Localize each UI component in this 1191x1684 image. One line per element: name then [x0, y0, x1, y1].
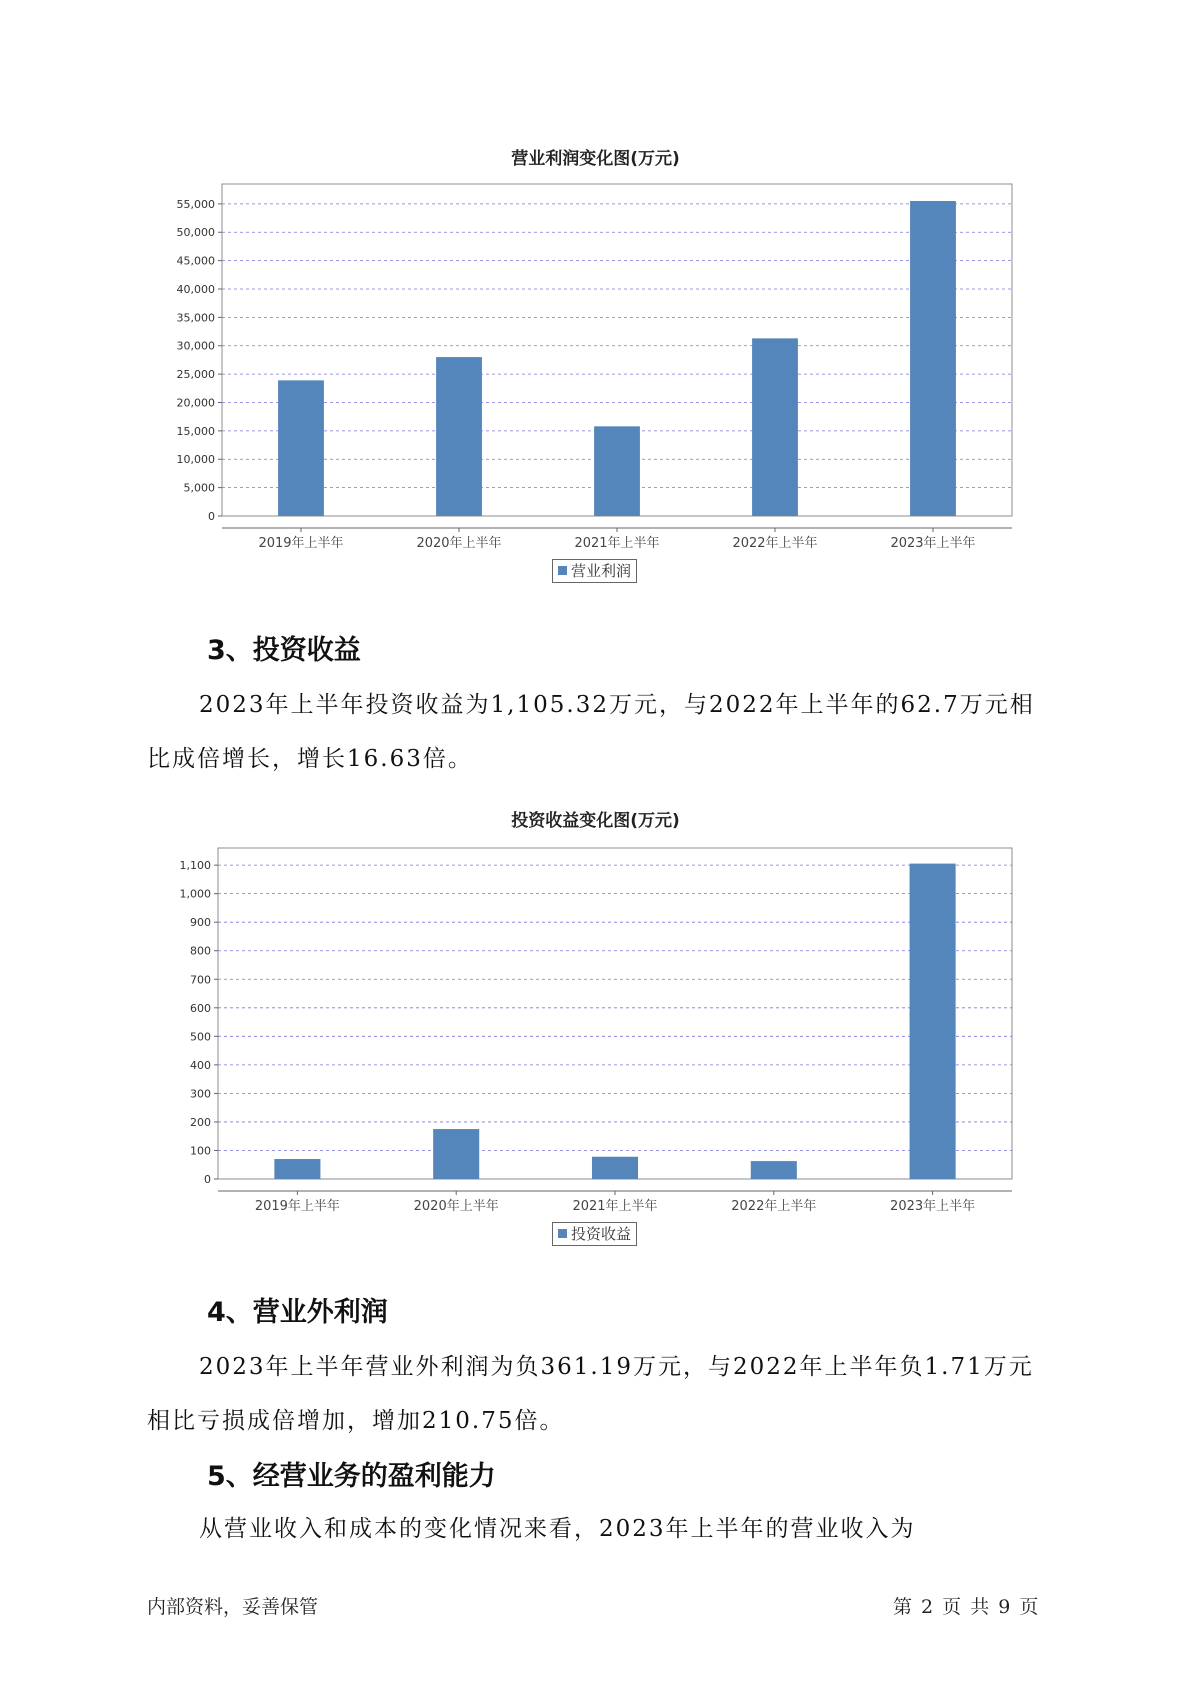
- y-tick-label: 1,100: [179, 859, 211, 873]
- x-tick-label: 2023年上半年: [890, 1199, 976, 1214]
- section3-paragraph: 2023年上半年投资收益为1,105.32万元，与2022年上半年的62.7万元相比成倍增长，增长16.63倍。: [147, 692, 1035, 772]
- y-tick-label: 800: [190, 944, 211, 958]
- y-tick-label: 900: [190, 916, 211, 930]
- plot-frame: [218, 848, 1012, 1179]
- section5-heading: 5、经营业务的盈利能力: [207, 1461, 496, 1492]
- y-tick-label: 35,000: [176, 311, 215, 325]
- y-tick-label: 15,000: [176, 424, 215, 438]
- x-tick-label: 2020年上半年: [413, 1199, 499, 1214]
- section4-paragraph: 2023年上半年营业外利润为负361.19万元，与2022年上半年负1.71万元相比亏损成倍增加，增加210.75倍。: [147, 1354, 1034, 1434]
- x-tick-label: 2023年上半年: [890, 536, 976, 551]
- chart1-title: 营业利润变化图(万元): [511, 149, 680, 169]
- chart2-legend: [552, 1222, 637, 1246]
- y-tick-label: 25,000: [176, 368, 215, 382]
- y-tick-label: 100: [190, 1144, 211, 1158]
- x-tick-label: 2021年上半年: [572, 1199, 658, 1214]
- y-tick-label: 10,000: [176, 453, 215, 467]
- chart2-legend-label: 投资收益: [571, 1225, 632, 1243]
- x-tick-label: 2022年上半年: [732, 536, 818, 551]
- x-tick-label: 2019年上半年: [258, 536, 344, 551]
- x-tick-label: 2019年上半年: [254, 1199, 340, 1214]
- y-tick-label: 0: [208, 510, 215, 523]
- y-tick-label: 50,000: [176, 226, 215, 240]
- y-tick-label: 5,000: [183, 481, 215, 495]
- x-tick-label: 2020年上半年: [416, 536, 502, 551]
- y-tick-label: 1,000: [179, 887, 211, 901]
- y-tick-label: 40,000: [176, 282, 215, 296]
- y-tick-label: 200: [190, 1115, 211, 1129]
- section3-heading: 3、投资收益: [207, 635, 361, 666]
- legend-swatch: [558, 1229, 567, 1238]
- bar: [433, 1129, 479, 1179]
- footer-confidential: 内部资料，妥善保管: [147, 1596, 319, 1618]
- section4-heading: 4、营业外利润: [207, 1297, 388, 1328]
- y-tick-label: 700: [190, 973, 211, 987]
- y-tick-label: 300: [190, 1087, 211, 1101]
- chart1-legend-label: 营业利润: [571, 562, 632, 580]
- x-tick-label: 2021年上半年: [574, 536, 660, 551]
- y-tick-label: 400: [190, 1058, 211, 1072]
- footer-page-number: 第 2 页 共 9 页: [893, 1596, 1039, 1618]
- y-tick-label: 0: [204, 1173, 211, 1186]
- bar: [910, 864, 956, 1179]
- y-tick-label: 30,000: [176, 339, 215, 353]
- y-tick-label: 500: [190, 1030, 211, 1044]
- section5-paragraph: 从营业收入和成本的变化情况来看，2023年上半年的营业收入为: [199, 1516, 916, 1542]
- y-tick-label: 20,000: [176, 396, 215, 410]
- bar: [592, 1157, 638, 1179]
- chart2-title: 投资收益变化图(万元): [511, 811, 680, 831]
- y-tick-label: 45,000: [176, 254, 215, 268]
- bar: [274, 1159, 320, 1179]
- bar: [751, 1161, 797, 1179]
- x-tick-label: 2022年上半年: [731, 1199, 817, 1214]
- y-tick-label: 55,000: [176, 197, 215, 211]
- y-tick-label: 600: [190, 1001, 211, 1015]
